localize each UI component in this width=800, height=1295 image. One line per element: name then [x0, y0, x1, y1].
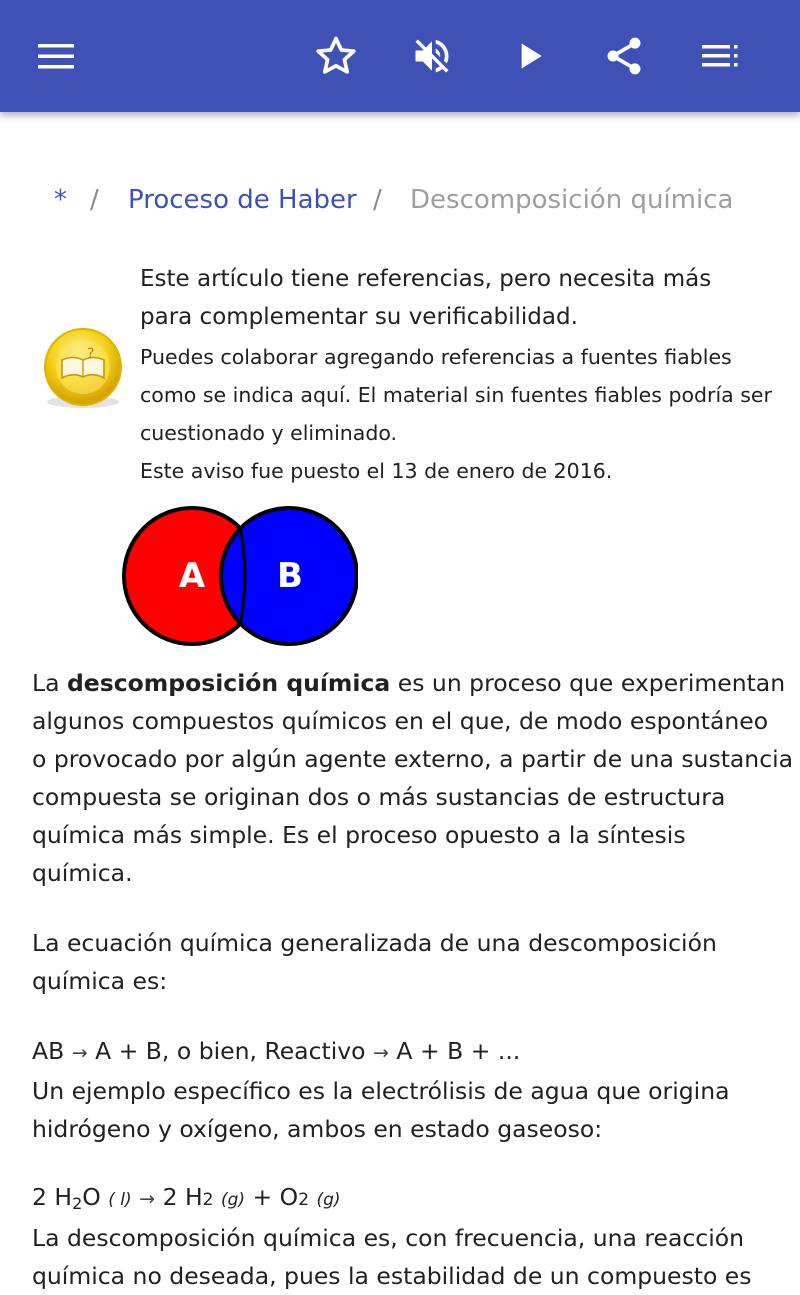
text-line: química es:: [32, 967, 168, 995]
notice-header: [140, 260, 780, 336]
state-label: ( l): [108, 1190, 132, 1210]
notice-line: como se indica aquí. El material sin fuentes fiables podría ser: [140, 383, 772, 407]
article-paragraph: [32, 1178, 772, 1295]
arrow-icon: →: [373, 1042, 389, 1064]
text-line: La descomposición química es, con frecuencia, una reacción: [32, 1224, 745, 1252]
favorite-button[interactable]: [304, 24, 368, 88]
text-line: algunos compuestos químicos en el que, de modo espontáneo: [32, 707, 769, 735]
book-question-icon: [40, 326, 126, 412]
text-line: La ecuación química generalizada de una descomposición: [32, 929, 717, 957]
breadcrumb: [0, 180, 800, 220]
equation-term: + O: [252, 1183, 299, 1211]
electrolysis-equation: [32, 1178, 772, 1219]
notice-line: para complementar su verificabilidad.: [140, 304, 578, 330]
subscript: 2: [298, 1190, 310, 1210]
article-paragraph: [32, 924, 772, 1000]
app-toolbar: [0, 0, 800, 112]
article-paragraph: [32, 664, 794, 892]
contents-button[interactable]: [688, 24, 752, 88]
arrow-icon: →: [139, 1188, 156, 1210]
star-outline-icon: [314, 34, 358, 78]
text-line: química.: [32, 859, 133, 887]
equation-term: O: [82, 1183, 101, 1211]
subscript: 2: [72, 1194, 83, 1213]
notice-line: cuestionado y eliminado.: [140, 421, 398, 445]
menu-button[interactable]: [24, 24, 88, 88]
atom-a-label: A: [178, 556, 206, 596]
text-line: Un ejemplo específico es la electrólisis de agua que origina: [32, 1077, 730, 1105]
article-paragraph: [32, 1032, 772, 1148]
arrow-icon: →: [71, 1042, 88, 1064]
atom-b-label: B: [277, 556, 303, 596]
menu-icon: [36, 36, 76, 76]
equation-term: , o bien, Reactivo: [161, 1037, 366, 1065]
breadcrumb-separator: /: [373, 185, 382, 215]
breadcrumb-home[interactable]: *: [54, 185, 67, 215]
svg-text:?: ?: [87, 346, 95, 362]
play-button[interactable]: [498, 24, 562, 88]
notice-line: Puedes colaborar agregando referencias a fuentes fiables: [140, 345, 732, 369]
text-line: química no deseada, pues la estabilidad de un compuesto es: [32, 1262, 752, 1290]
text-line: o provocado por algún agente externo, a partir de una sustancia: [32, 745, 794, 773]
breadcrumb-parent-link[interactable]: Proceso de Haber: [128, 185, 357, 215]
share-button[interactable]: [592, 24, 656, 88]
breadcrumb-current: Descomposición química: [410, 185, 734, 215]
playlist-icon: [700, 36, 740, 76]
notice-body: [140, 338, 780, 490]
volume-off-icon: [410, 34, 454, 78]
term-highlight: descomposición química: [66, 669, 391, 697]
breadcrumb-separator: /: [90, 185, 99, 215]
share-icon: [602, 34, 646, 78]
notice-line: Este artículo tiene referencias, pero necesita más: [140, 266, 712, 292]
equation-term: AB: [32, 1037, 65, 1065]
mute-button[interactable]: [400, 24, 464, 88]
text: La: [32, 669, 67, 697]
play-icon: [510, 36, 550, 76]
state-label: (g): [220, 1190, 246, 1210]
general-equation: [32, 1032, 772, 1072]
notice-date: Este aviso fue puesto el 13 de enero de 2016.: [140, 459, 613, 483]
equation-term: A + B: [95, 1037, 162, 1065]
equation-term: 2 H: [32, 1183, 73, 1211]
state-label: (g): [316, 1190, 341, 1210]
molecule-ab-image: [122, 502, 358, 650]
subscript: 2: [202, 1190, 214, 1210]
equation-term: 2 H: [162, 1183, 203, 1211]
text-line: compuesta se originan dos o más sustancias de estructura: [32, 783, 726, 811]
text: es un proceso que experimentan: [390, 669, 786, 697]
text-line: hidrógeno y oxígeno, ambos en estado gaseoso:: [32, 1115, 603, 1143]
equation-term: A + B + ...: [396, 1037, 521, 1065]
text-line: química más simple. Es el proceso opuesto a la síntesis: [32, 821, 686, 849]
